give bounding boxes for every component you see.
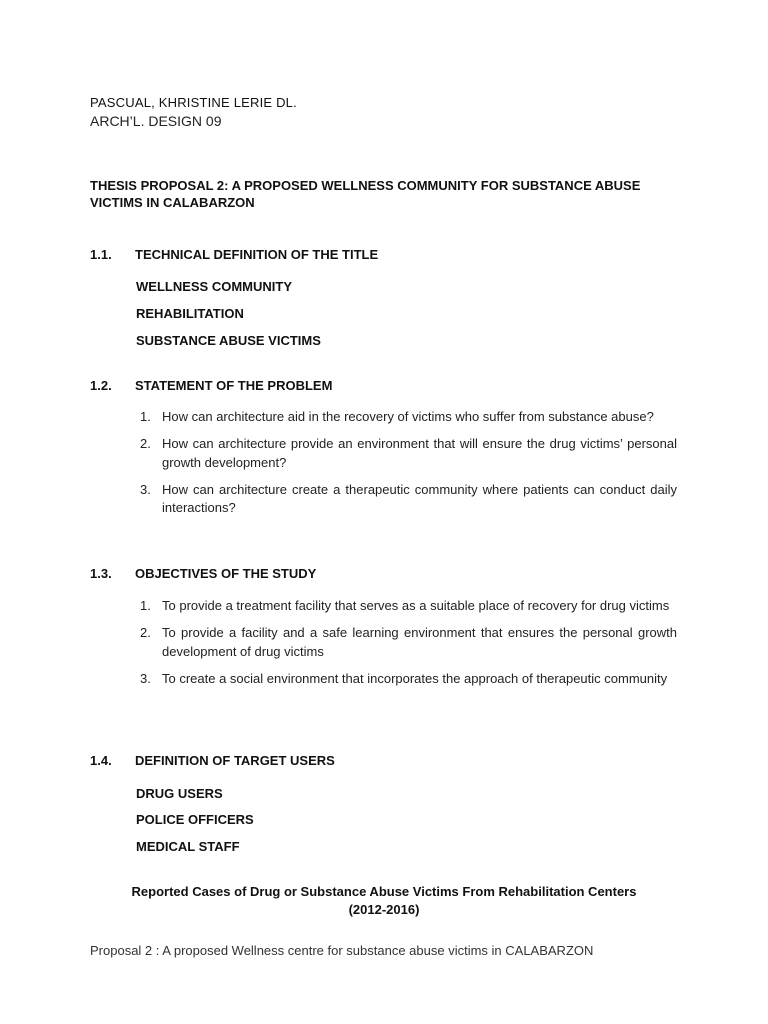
list-item	[136, 597, 677, 616]
list-item	[136, 624, 677, 661]
course-code: ARCH’L. DESIGN 09	[90, 113, 222, 129]
list-item-number: 1.	[140, 409, 151, 424]
section-number-1-1: 1.1.	[90, 247, 112, 262]
problem-statement-list	[136, 408, 677, 526]
objectives-list	[136, 597, 677, 697]
section-title-technical-definition: TECHNICAL DEFINITION OF THE TITLE	[135, 247, 379, 262]
list-item-text: To create a social environment that incorporates the approach of therapeutic community	[162, 670, 668, 686]
table-caption	[90, 883, 678, 919]
section-title-target-users: DEFINITION OF TARGET USERS	[135, 753, 335, 768]
list-item-number: 1.	[140, 598, 151, 613]
section-number-1-3: 1.3.	[90, 566, 112, 581]
thesis-title: THESIS PROPOSAL 2: A PROPOSED WELLNESS COMMUNITY FOR SUBSTANCE ABUSE VICTIMS IN CALABARZON	[90, 178, 641, 210]
target-user-police-officers: POLICE OFFICERS	[136, 812, 254, 827]
list-item-number: 2.	[140, 625, 151, 640]
author-name: PASCUAL, KHRISTINE LERIE DL.	[90, 95, 297, 110]
list-item-text: How can architecture aid in the recovery of victims who suffer from substance abuse?	[162, 409, 654, 424]
list-item	[136, 408, 677, 427]
section-number-1-4: 1.4.	[90, 753, 112, 768]
list-item-text: How can architecture provide an environment that will ensure the drug victims’ personal growth development?	[162, 436, 677, 470]
list-item-text: To provide a treatment facility that serves as a suitable place of recovery for drug victims	[162, 598, 670, 613]
list-item-number: 3.	[140, 481, 151, 497]
term-rehabilitation: REHABILITATION	[136, 306, 244, 321]
list-item-text: How can architecture create a therapeutic community where patients can conduct daily interactions?	[162, 481, 677, 515]
caption-line-2: (2012-2016)	[348, 902, 420, 917]
section-title-statement-of-problem: STATEMENT OF THE PROBLEM	[135, 378, 333, 393]
list-item	[136, 435, 677, 472]
list-item-number: 3.	[140, 670, 151, 686]
target-user-medical-staff: MEDICAL STAFF	[136, 839, 240, 854]
list-item-number: 2.	[140, 436, 151, 451]
list-item	[136, 481, 677, 518]
target-user-drug-users: DRUG USERS	[136, 786, 223, 801]
term-wellness-community: WELLNESS COMMUNITY	[136, 279, 292, 294]
term-substance-abuse-victims: SUBSTANCE ABUSE VICTIMS	[136, 333, 321, 348]
list-item-text: To provide a facility and a safe learning environment that ensures the personal growth development of drug victims	[162, 625, 677, 659]
section-number-1-2: 1.2.	[90, 378, 112, 393]
section-title-objectives: OBJECTIVES OF THE STUDY	[135, 566, 317, 581]
page-footer: Proposal 2 : A proposed Wellness centre for substance abuse victims in CALABARZON	[90, 943, 594, 958]
list-item	[136, 670, 677, 689]
caption-line-1: Reported Cases of Drug or Substance Abuse Victims From Rehabilitation Centers	[131, 884, 637, 899]
